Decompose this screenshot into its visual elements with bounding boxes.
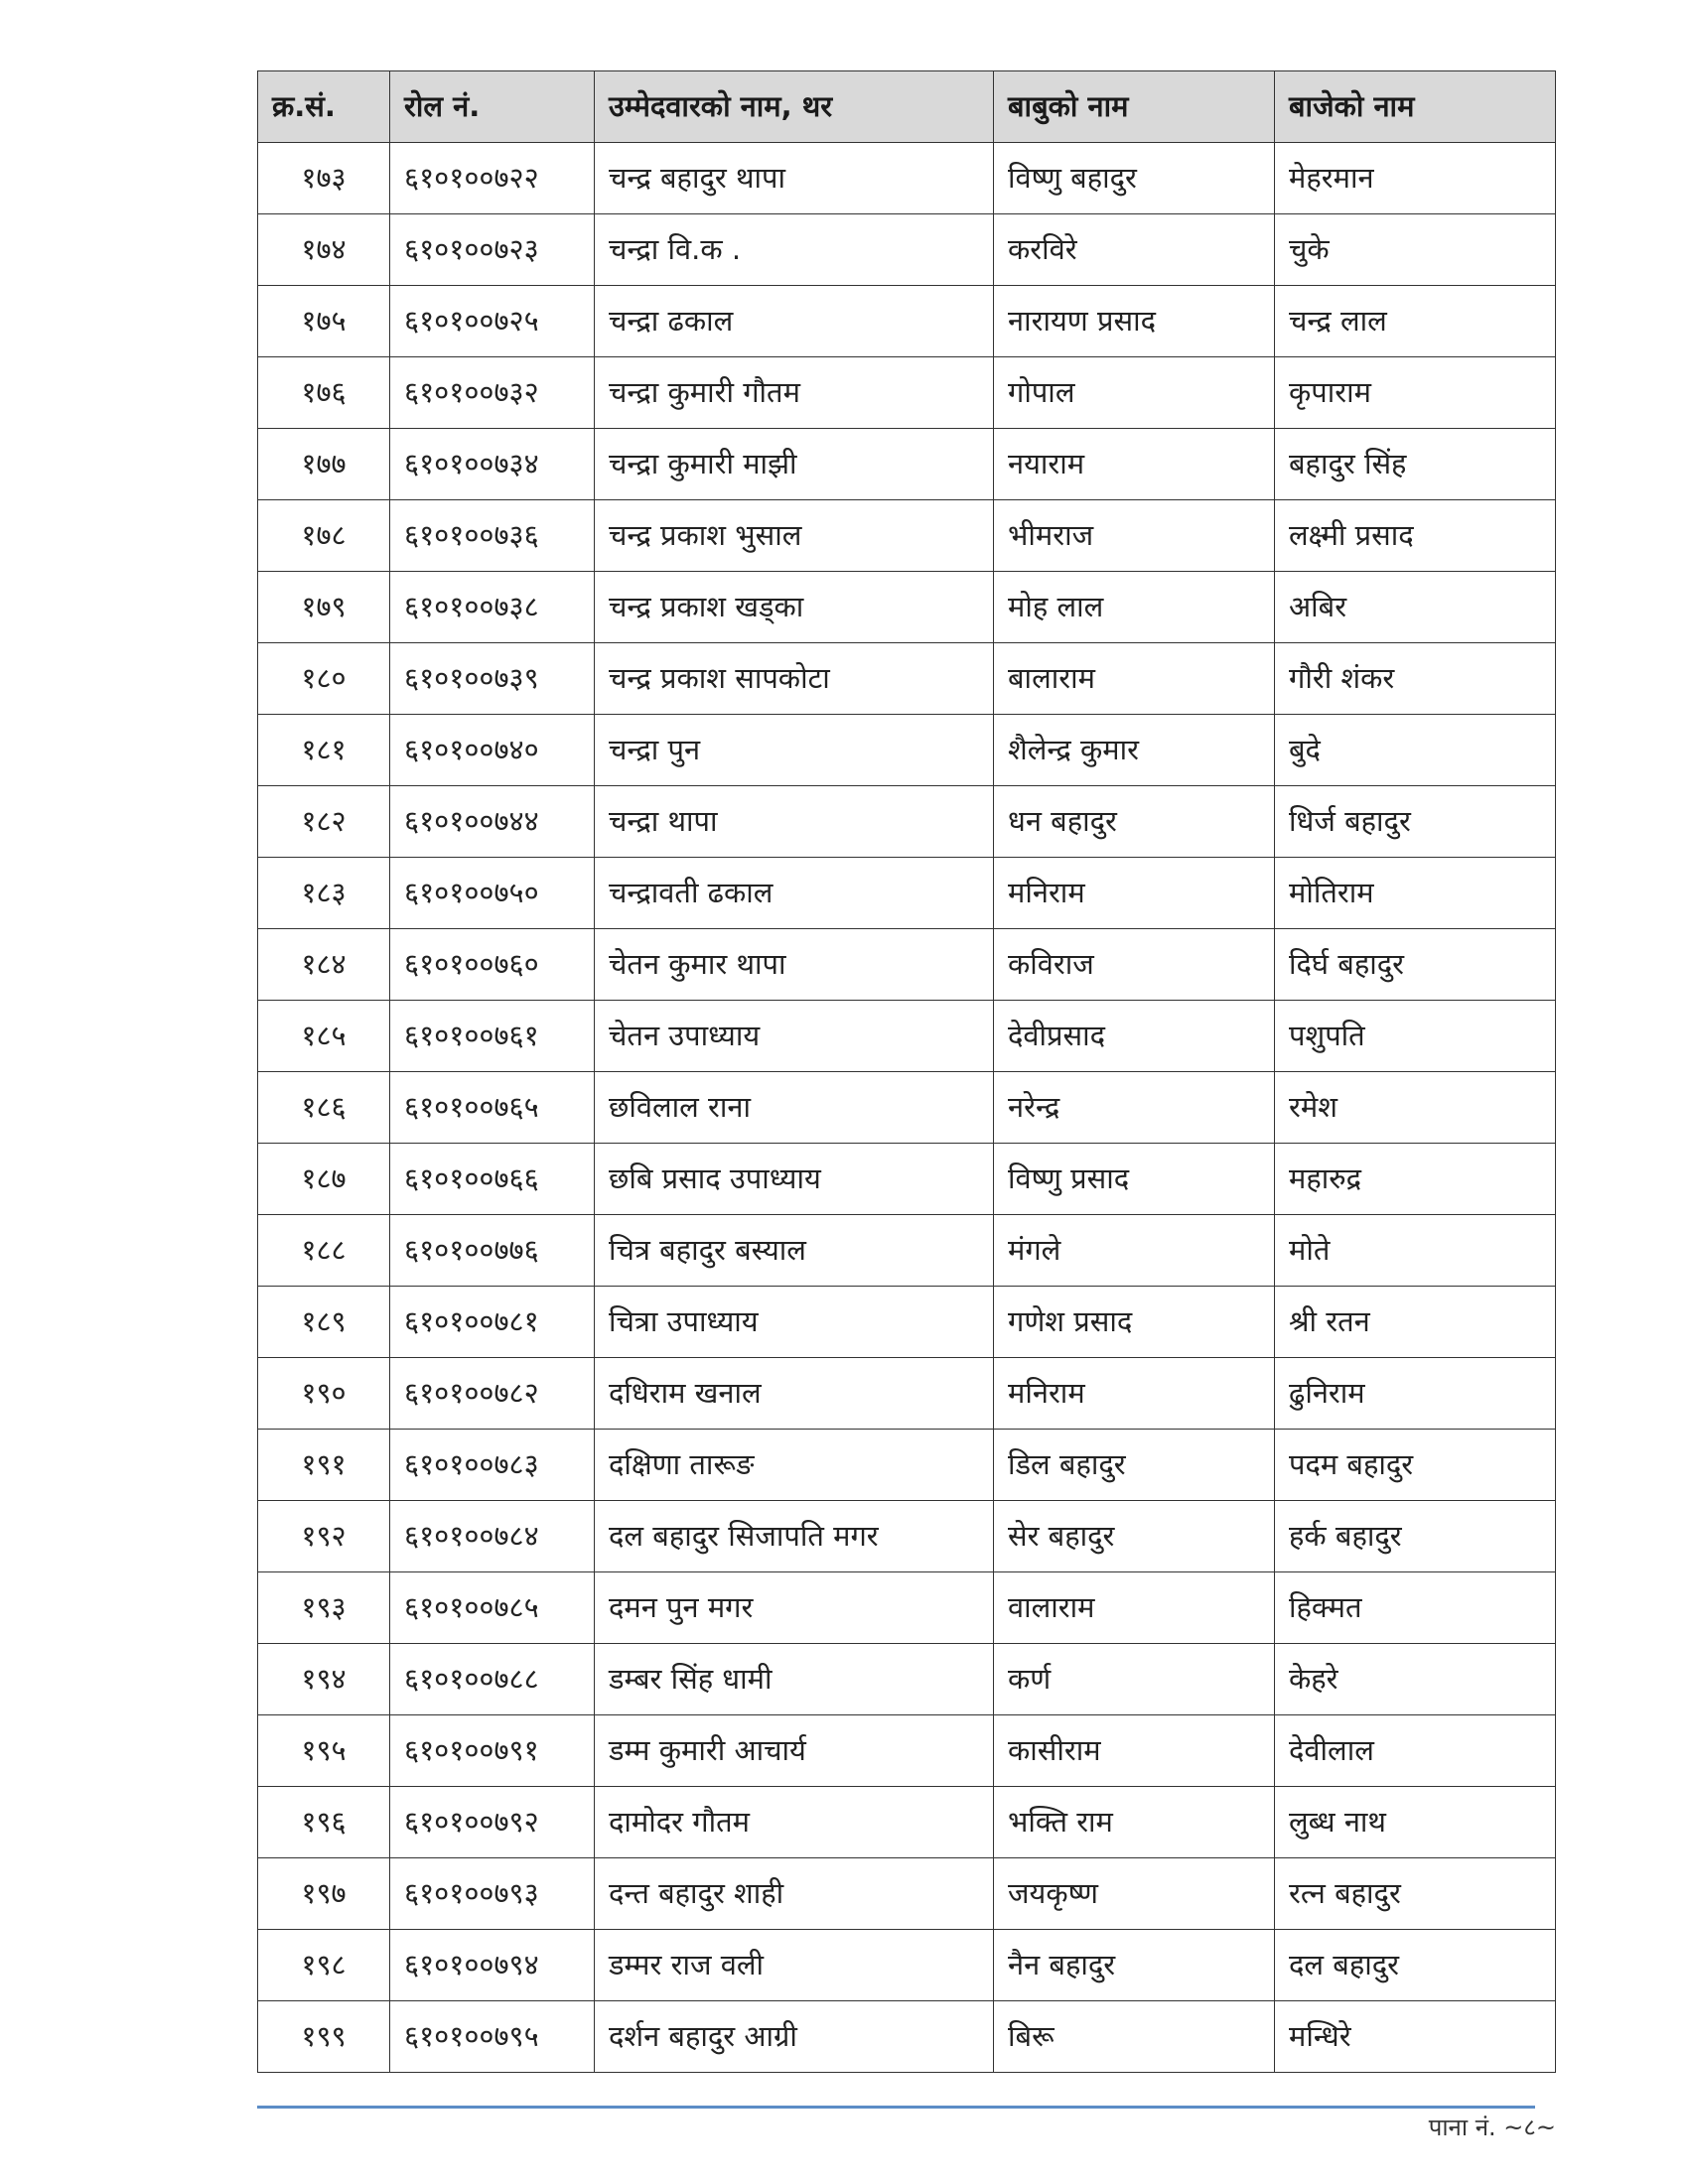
cell-roll-number: ६१०१००७९२	[390, 1787, 595, 1858]
cell-father-name: गोपाल	[994, 357, 1275, 429]
header-roll-number: रोल नं.	[390, 71, 595, 143]
cell-serial-number: १९९	[258, 2001, 390, 2073]
cell-father-name: करविरे	[994, 214, 1275, 286]
cell-serial-number: १७६	[258, 357, 390, 429]
cell-roll-number: ६१०१००७६१	[390, 1001, 595, 1072]
cell-candidate-name: चन्द्रा पुन	[595, 715, 994, 786]
cell-grandfather-name: हर्क बहादुर	[1275, 1501, 1556, 1572]
cell-roll-number: ६१०१००७६५	[390, 1072, 595, 1144]
cell-grandfather-name: कृपाराम	[1275, 357, 1556, 429]
header-candidate-name: उम्मेदवारको नाम, थर	[595, 71, 994, 143]
cell-serial-number: १९१	[258, 1430, 390, 1501]
table-row	[258, 500, 1556, 572]
table-row	[258, 1644, 1556, 1715]
table-row	[258, 1358, 1556, 1430]
cell-candidate-name: दधिराम खनाल	[595, 1358, 994, 1430]
cell-father-name: मोह लाल	[994, 572, 1275, 643]
cell-serial-number: १९३	[258, 1572, 390, 1644]
cell-candidate-name: छविलाल राना	[595, 1072, 994, 1144]
cell-serial-number: १८१	[258, 715, 390, 786]
cell-serial-number: १८६	[258, 1072, 390, 1144]
table-header	[258, 71, 1556, 143]
cell-serial-number: १९२	[258, 1501, 390, 1572]
cell-serial-number: १८३	[258, 858, 390, 929]
cell-candidate-name: चित्रा उपाध्याय	[595, 1287, 994, 1358]
cell-grandfather-name: पदम बहादुर	[1275, 1430, 1556, 1501]
table-row	[258, 1072, 1556, 1144]
table-row	[258, 715, 1556, 786]
cell-roll-number: ६१०१००७८१	[390, 1287, 595, 1358]
cell-father-name: मनिराम	[994, 1358, 1275, 1430]
cell-grandfather-name: गौरी शंकर	[1275, 643, 1556, 715]
table-row	[258, 858, 1556, 929]
cell-grandfather-name: मेहरमान	[1275, 143, 1556, 214]
cell-candidate-name: छबि प्रसाद उपाध्याय	[595, 1144, 994, 1215]
cell-roll-number: ६१०१००७८४	[390, 1501, 595, 1572]
cell-roll-number: ६१०१००७३८	[390, 572, 595, 643]
table-row	[258, 929, 1556, 1001]
cell-serial-number: १८०	[258, 643, 390, 715]
cell-candidate-name: दन्त बहादुर शाही	[595, 1858, 994, 1930]
cell-candidate-name: चन्द्रा थापा	[595, 786, 994, 858]
cell-grandfather-name: रत्न बहादुर	[1275, 1858, 1556, 1930]
table-row	[258, 643, 1556, 715]
cell-grandfather-name: हिक्मत	[1275, 1572, 1556, 1644]
cell-serial-number: १८४	[258, 929, 390, 1001]
cell-roll-number: ६१०१००७२३	[390, 214, 595, 286]
table-row	[258, 429, 1556, 500]
cell-grandfather-name: चन्द्र लाल	[1275, 286, 1556, 357]
header-grandfather-name: बाजेको नाम	[1275, 71, 1556, 143]
table-row	[258, 2001, 1556, 2073]
table-row	[258, 1930, 1556, 2001]
cell-grandfather-name: धिर्ज बहादुर	[1275, 786, 1556, 858]
cell-grandfather-name: रमेश	[1275, 1072, 1556, 1144]
table-row	[258, 1430, 1556, 1501]
candidate-table	[257, 70, 1556, 2073]
header-serial-number: क्र.सं.	[258, 71, 390, 143]
table-row	[258, 1572, 1556, 1644]
cell-serial-number: १८८	[258, 1215, 390, 1287]
cell-serial-number: १७८	[258, 500, 390, 572]
cell-father-name: भीमराज	[994, 500, 1275, 572]
cell-grandfather-name: देवीलाल	[1275, 1715, 1556, 1787]
cell-candidate-name: डम्म कुमारी आचार्य	[595, 1715, 994, 1787]
cell-father-name: जयकृष्ण	[994, 1858, 1275, 1930]
cell-grandfather-name: श्री रतन	[1275, 1287, 1556, 1358]
cell-father-name: कर्ण	[994, 1644, 1275, 1715]
cell-candidate-name: दक्षिणा तारूङ	[595, 1430, 994, 1501]
table-row	[258, 1715, 1556, 1787]
cell-father-name: डिल बहादुर	[994, 1430, 1275, 1501]
cell-serial-number: १९०	[258, 1358, 390, 1430]
cell-candidate-name: डम्मर राज वली	[595, 1930, 994, 2001]
cell-father-name: कविराज	[994, 929, 1275, 1001]
cell-grandfather-name: केहरे	[1275, 1644, 1556, 1715]
cell-serial-number: १७९	[258, 572, 390, 643]
table-row	[258, 1501, 1556, 1572]
cell-candidate-name: चन्द्रा ढकाल	[595, 286, 994, 357]
cell-roll-number: ६१०१००७३६	[390, 500, 595, 572]
cell-candidate-name: चन्द्र प्रकाश सापकोटा	[595, 643, 994, 715]
table-row	[258, 1001, 1556, 1072]
cell-serial-number: १८२	[258, 786, 390, 858]
cell-roll-number: ६१०१००७५०	[390, 858, 595, 929]
cell-father-name: नरेन्द्र	[994, 1072, 1275, 1144]
cell-roll-number: ६१०१००७८५	[390, 1572, 595, 1644]
cell-father-name: नारायण प्रसाद	[994, 286, 1275, 357]
cell-roll-number: ६१०१००७८२	[390, 1358, 595, 1430]
cell-candidate-name: चन्द्र बहादुर थापा	[595, 143, 994, 214]
cell-roll-number: ६१०१००७४४	[390, 786, 595, 858]
cell-roll-number: ६१०१००७९१	[390, 1715, 595, 1787]
cell-grandfather-name: दल बहादुर	[1275, 1930, 1556, 2001]
cell-serial-number: १७५	[258, 286, 390, 357]
cell-roll-number: ६१०१००७९५	[390, 2001, 595, 2073]
cell-father-name: बालाराम	[994, 643, 1275, 715]
table-row	[258, 1287, 1556, 1358]
cell-candidate-name: चन्द्रा कुमारी गौतम	[595, 357, 994, 429]
cell-father-name: सेर बहादुर	[994, 1501, 1275, 1572]
cell-father-name: देवीप्रसाद	[994, 1001, 1275, 1072]
cell-roll-number: ६१०१००७३४	[390, 429, 595, 500]
cell-father-name: गणेश प्रसाद	[994, 1287, 1275, 1358]
cell-father-name: मंगले	[994, 1215, 1275, 1287]
table-row	[258, 786, 1556, 858]
cell-grandfather-name: ढुनिराम	[1275, 1358, 1556, 1430]
cell-grandfather-name: पशुपति	[1275, 1001, 1556, 1072]
page-number: पाना नं. ~८~	[1428, 2114, 1556, 2141]
cell-candidate-name: चन्द्रा वि.क .	[595, 214, 994, 286]
table-row	[258, 1215, 1556, 1287]
cell-serial-number: १९४	[258, 1644, 390, 1715]
cell-father-name: नयाराम	[994, 429, 1275, 500]
cell-candidate-name: चन्द्र प्रकाश भुसाल	[595, 500, 994, 572]
table-row	[258, 572, 1556, 643]
cell-roll-number: ६१०१००७९३	[390, 1858, 595, 1930]
cell-roll-number: ६१०१००७९४	[390, 1930, 595, 2001]
cell-candidate-name: दमन पुन मगर	[595, 1572, 994, 1644]
cell-roll-number: ६१०१००७२२	[390, 143, 595, 214]
results-table-container	[257, 70, 1555, 2073]
cell-grandfather-name: दिर्घ बहादुर	[1275, 929, 1556, 1001]
cell-roll-number: ६१०१००७८८	[390, 1644, 595, 1715]
cell-grandfather-name: लुब्ध नाथ	[1275, 1787, 1556, 1858]
cell-roll-number: ६१०१००७३९	[390, 643, 595, 715]
cell-serial-number: १८७	[258, 1144, 390, 1215]
cell-candidate-name: चेतन कुमार थापा	[595, 929, 994, 1001]
table-row	[258, 1858, 1556, 1930]
cell-father-name: विष्णु बहादुर	[994, 143, 1275, 214]
cell-grandfather-name: मोते	[1275, 1215, 1556, 1287]
cell-candidate-name: डम्बर सिंह धामी	[595, 1644, 994, 1715]
cell-grandfather-name: लक्ष्मी प्रसाद	[1275, 500, 1556, 572]
header-row	[258, 71, 1556, 143]
cell-roll-number: ६१०१००७६०	[390, 929, 595, 1001]
cell-roll-number: ६१०१००७८३	[390, 1430, 595, 1501]
table-row	[258, 1787, 1556, 1858]
cell-candidate-name: दल बहादुर सिजापति मगर	[595, 1501, 994, 1572]
header-father-name: बाबुको नाम	[994, 71, 1275, 143]
cell-candidate-name: दामोदर गौतम	[595, 1787, 994, 1858]
cell-father-name: वालाराम	[994, 1572, 1275, 1644]
cell-grandfather-name: मोतिराम	[1275, 858, 1556, 929]
cell-serial-number: १९५	[258, 1715, 390, 1787]
cell-serial-number: १९८	[258, 1930, 390, 2001]
cell-roll-number: ६१०१००७३२	[390, 357, 595, 429]
cell-candidate-name: चेतन उपाध्याय	[595, 1001, 994, 1072]
table-row	[258, 357, 1556, 429]
cell-roll-number: ६१०१००७७६	[390, 1215, 595, 1287]
cell-grandfather-name: बहादुर सिंह	[1275, 429, 1556, 500]
footer-divider	[257, 2106, 1535, 2109]
cell-roll-number: ६१०१००७६६	[390, 1144, 595, 1215]
cell-father-name: बिरू	[994, 2001, 1275, 2073]
cell-father-name: धन बहादुर	[994, 786, 1275, 858]
cell-serial-number: १९६	[258, 1787, 390, 1858]
table-row	[258, 1144, 1556, 1215]
cell-grandfather-name: मन्धिरे	[1275, 2001, 1556, 2073]
table-row	[258, 214, 1556, 286]
cell-grandfather-name: बुदे	[1275, 715, 1556, 786]
cell-roll-number: ६१०१००७४०	[390, 715, 595, 786]
cell-roll-number: ६१०१००७२५	[390, 286, 595, 357]
cell-candidate-name: दर्शन बहादुर आग्री	[595, 2001, 994, 2073]
cell-grandfather-name: महारुद्र	[1275, 1144, 1556, 1215]
cell-serial-number: १७४	[258, 214, 390, 286]
cell-candidate-name: चन्द्रा कुमारी माझी	[595, 429, 994, 500]
cell-serial-number: १८९	[258, 1287, 390, 1358]
table-body	[258, 143, 1556, 2073]
cell-father-name: भक्ति राम	[994, 1787, 1275, 1858]
cell-candidate-name: चन्द्रावती ढकाल	[595, 858, 994, 929]
cell-grandfather-name: चुके	[1275, 214, 1556, 286]
cell-candidate-name: चन्द्र प्रकाश खड्का	[595, 572, 994, 643]
cell-grandfather-name: अबिर	[1275, 572, 1556, 643]
cell-father-name: कासीराम	[994, 1715, 1275, 1787]
table-row	[258, 143, 1556, 214]
table-row	[258, 286, 1556, 357]
cell-serial-number: १७७	[258, 429, 390, 500]
cell-father-name: विष्णु प्रसाद	[994, 1144, 1275, 1215]
cell-father-name: शैलेन्द्र कुमार	[994, 715, 1275, 786]
cell-serial-number: १९७	[258, 1858, 390, 1930]
cell-serial-number: १८५	[258, 1001, 390, 1072]
cell-father-name: मनिराम	[994, 858, 1275, 929]
cell-candidate-name: चित्र बहादुर बस्याल	[595, 1215, 994, 1287]
cell-serial-number: १७३	[258, 143, 390, 214]
cell-father-name: नैन बहादुर	[994, 1930, 1275, 2001]
